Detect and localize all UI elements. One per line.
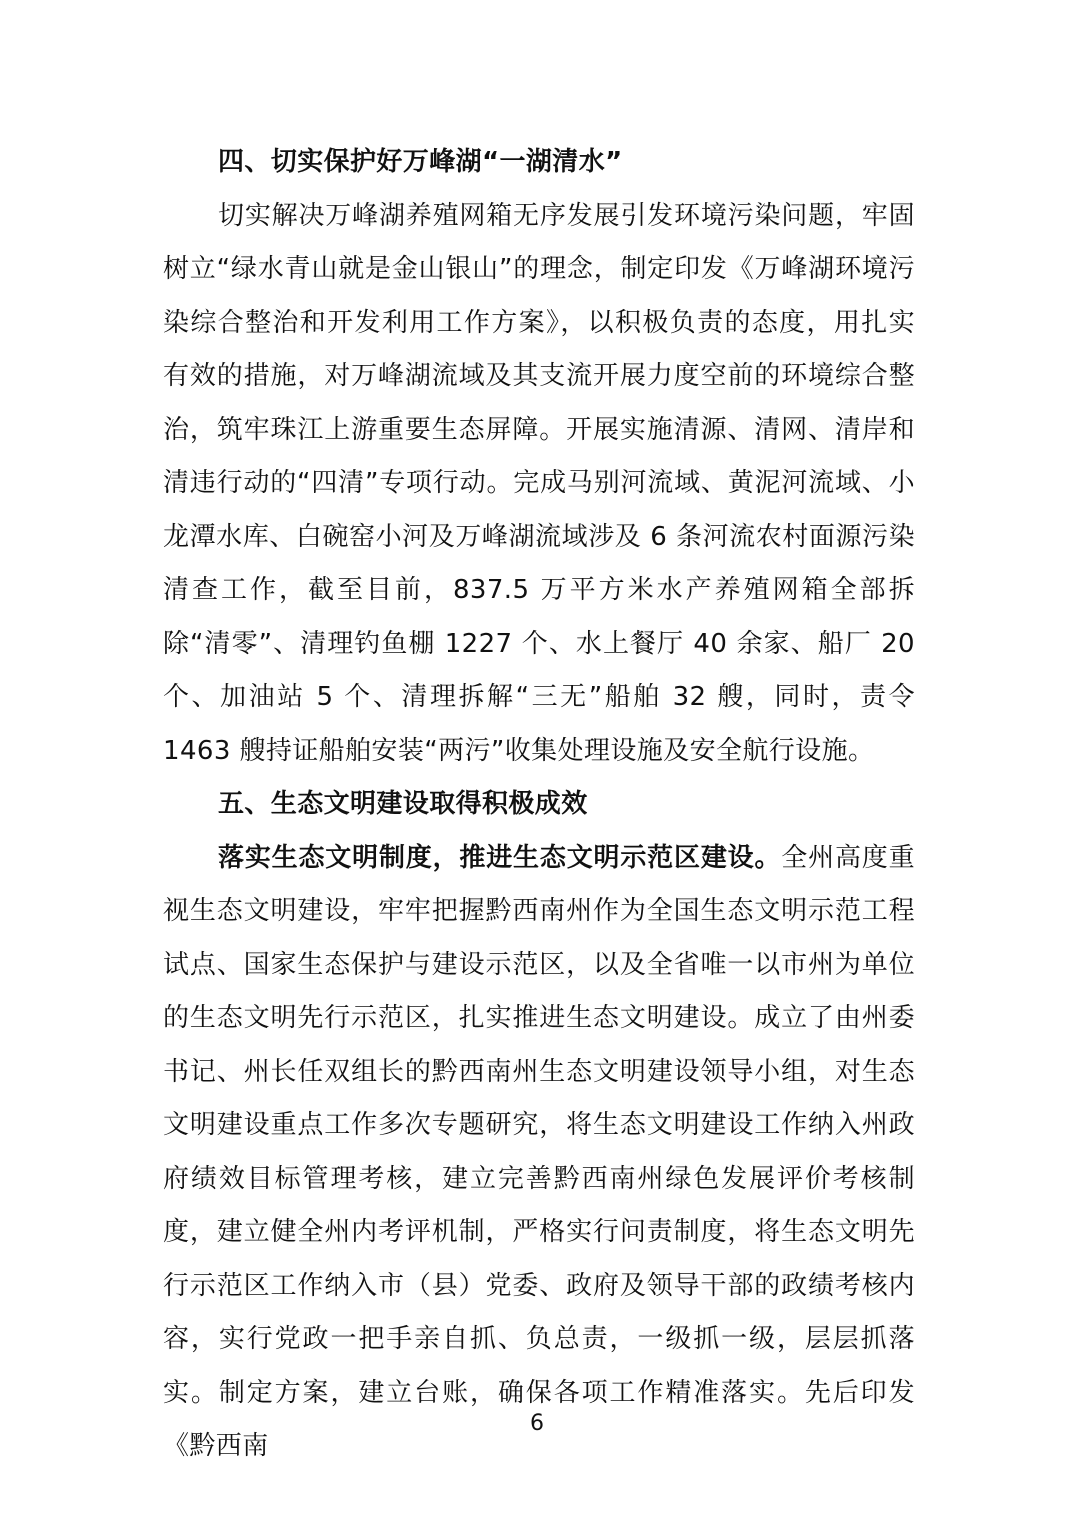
section-5-paragraph: [163, 832, 915, 1474]
section-5-body-text: 全州高度重视生态文明建设，牢牢把握黔西南州作为全国生态文明示范工程试点、国家生态保护与建设示范区，以及全省唯一以市州为单位的生态文明先行示范区，扎实推进生态文明建设。成立了由州委书记、州长任双组长的黔西南州生态文明建设领导小组，对生态文明建设重点工作多次专题研究，将生态文明建设工作纳入州政府绩效目标管理考核，建立完善黔西南州绿色发展评价考核制度，建立健全州内考评机制，严格实行问责制度，将生态文明先行示范区工作纳入市（县）党委、政府及领导干部的政绩考核内容，实行党政一把手亲自抓、负总责，一级抓一级，层层抓落实。制定方案，建立台账，确保各项工作精准落实。先后印发《黔西南: [163, 842, 915, 1461]
section-5-heading: 五、生态文明建设取得积极成效: [218, 789, 588, 819]
page-body: [163, 136, 915, 1474]
section-4-paragraph: 切实解决万峰湖养殖网箱无序发展引发环境污染问题，牢固树立“绿水青山就是金山银山”的理念，制定印发《万峰湖环境污染综合整治和开发利用工作方案》，以积极负责的态度，用扎实有效的措施，对万峰湖流域及其支流开展力度空前的环境综合整治，筑牢珠江上游重要生态屏障。开展实施清源、清网、清岸和清违行动的“四清”专项行动。完成马别河流域、黄泥河流域、小龙潭水库、白碗窑小河及万峰湖流域涉及 6 条河流农村面源污染清查工作，截至目前，837.5 万平方米水产养殖网箱全部拆除“清零”、清理钓鱼棚 1227 个、水上餐厅 40 余家、船厂 20 个、加油站 5 个、清理拆解“三无”船舶 32 艘，同时，责令 1463 艘持证船舶安装“两污”收集处理设施及安全航行设施。: [163, 200, 915, 766]
section-4-heading: 四、切实保护好万峰湖“一湖清水”: [218, 147, 623, 177]
section-5-lead-sentence: 落实生态文明制度，推进生态文明示范区建设。: [218, 842, 782, 873]
page-number: 6: [530, 1411, 544, 1436]
